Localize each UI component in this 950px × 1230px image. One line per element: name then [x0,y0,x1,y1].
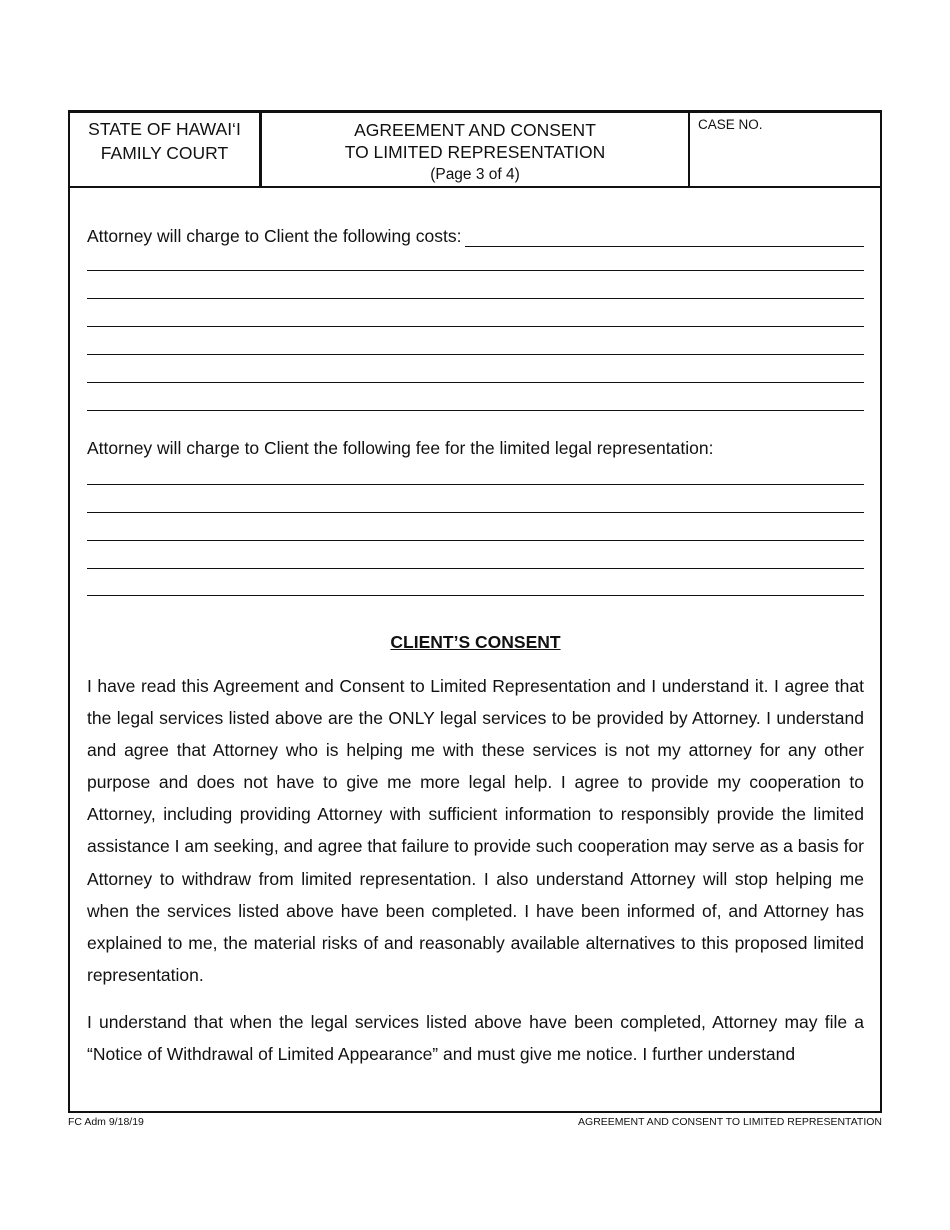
form-title-line2: TO LIMITED REPRESENTATION [344,142,606,162]
form-id: FC Adm 9/18/19 [68,1116,144,1128]
costs-blank-line[interactable] [87,298,864,299]
costs-row [87,226,864,247]
court-division: FAMILY COURT [100,143,229,163]
fee-blank-line[interactable] [87,484,864,485]
costs-blank-line[interactable] [87,326,864,327]
form-frame [68,111,882,1113]
page-indicator: (Page 3 of 4) [430,166,520,183]
fee-blank-line[interactable] [87,568,864,569]
costs-blank-line[interactable] [465,228,864,247]
consent-paragraph-2: I understand that when the legal services listed above have been completed, Attorney may file a “Notice of Withdrawal of Limited Appearance” and must give me notice. I further understand [87,1012,864,1065]
costs-label: Attorney will charge to Client the following costs: [87,226,462,246]
costs-blank-line[interactable] [87,270,864,271]
form-title-cell [262,113,690,186]
case-number-label: CASE NO. [698,117,763,132]
fee-blank-line[interactable] [87,512,864,513]
footer-form-title: AGREEMENT AND CONSENT TO LIMITED REPRESENTATION [578,1116,882,1128]
fee-label: Attorney will charge to Client the following fee for the limited legal representation: [87,438,714,458]
fee-blank-line[interactable] [87,595,864,596]
court-name-cell [70,113,262,186]
costs-blank-line[interactable] [87,354,864,355]
court-state: STATE OF HAWAI‘I [88,119,241,139]
costs-blank-line[interactable] [87,382,864,383]
form-title-line1: AGREEMENT AND CONSENT [354,120,596,140]
consent-heading: CLIENT’S CONSENT [390,632,561,652]
costs-blank-line[interactable] [87,410,864,411]
case-number-cell[interactable] [690,113,880,186]
form-header [70,113,880,188]
consent-paragraph-1: I have read this Agreement and Consent to Limited Representation and I understand it. I agree that the legal services listed above are the ONLY legal services to be provided by Attorney. I understand and agree that Attorney who is helping me with these services is not my attorney for any other purpose and does not have to give me more legal help. I agree to provide my cooperation to Attorney, including providing Attorney with sufficient information to responsibly provide the limited assistance I am seeking, and agree that failure to provide such cooperation may serve as a basis for Attorney to withdraw from limited representation. I also understand Attorney will stop helping me when the services listed above have been completed. I have been informed of, and Attorney has explained to me, the material risks of and reasonably available alternatives to this proposed limited representation. [87,676,864,985]
fee-blank-line[interactable] [87,540,864,541]
